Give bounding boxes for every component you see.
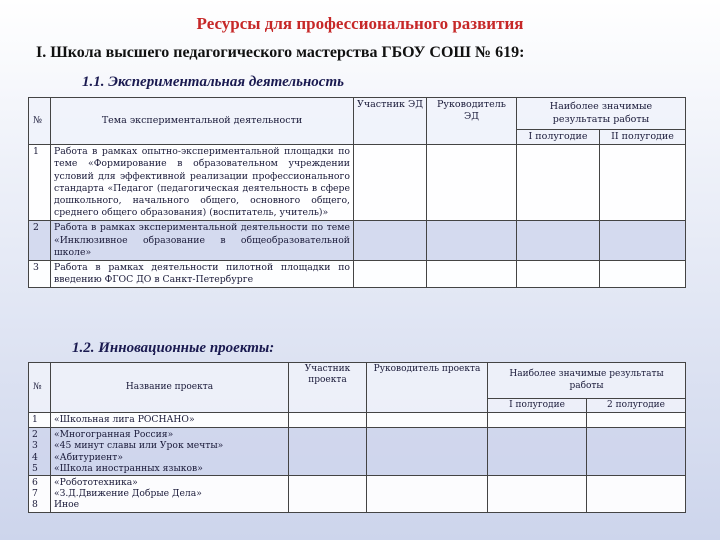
table-row	[29, 221, 686, 261]
col-participant: Участник ЭД	[354, 98, 427, 145]
col-half-1: I полугодие	[517, 130, 600, 145]
col-half-2: II полугодие	[600, 130, 686, 145]
row-participant	[289, 413, 367, 428]
row-half-2	[587, 476, 686, 513]
row-topic: Работа в рамках деятельности пилотной площадки по введению ФГОС ДО в Санкт-Петербурге	[51, 261, 354, 288]
subsection-innovation: 1.2. Инновационные проекты:	[72, 340, 275, 356]
row-leader	[367, 476, 488, 513]
row-project-name	[51, 476, 289, 513]
row-topic: Работа в рамках экспериментальной деятельности по теме «Инклюзивное образование в общеобразовательной школе»	[51, 221, 354, 261]
row-project-name: «Школьная лига РОСНАНО»	[51, 413, 289, 428]
table-row	[29, 261, 686, 288]
project-name: Иное	[54, 499, 80, 511]
row-project-name	[51, 428, 289, 476]
row-leader	[427, 145, 517, 221]
row-num: 3	[29, 261, 51, 288]
row-participant	[354, 145, 427, 221]
row-participant	[289, 428, 367, 476]
num-2: 2	[32, 429, 38, 441]
project-name: «45 минут славы или Урок мечты»	[54, 440, 224, 452]
col-half-2: 2 полугодие	[587, 399, 686, 413]
row-half-1	[517, 145, 600, 221]
row-leader	[427, 221, 517, 261]
slide-title: Ресурсы для профессионального развития	[196, 14, 524, 33]
row-leader	[427, 261, 517, 288]
col-num: №	[29, 98, 51, 145]
row-participant	[354, 261, 427, 288]
experimental-activity-table	[28, 97, 686, 288]
project-name: «Робототехника»	[54, 477, 138, 489]
num-6: 6	[32, 477, 38, 489]
row-half-2	[587, 413, 686, 428]
col-leader: Руководитель проекта	[367, 363, 488, 413]
num-5: 5	[32, 462, 38, 474]
row-num: 1	[29, 413, 51, 428]
row-num	[29, 428, 51, 476]
row-half-2	[587, 428, 686, 476]
section-heading: I. Школа высшего педагогического мастерства ГБОУ СОШ № 619:	[36, 44, 525, 61]
row-num	[29, 476, 51, 513]
table-row	[29, 428, 686, 476]
col-half-1: I полугодие	[488, 399, 587, 413]
col-results: Наиболее значимые результаты работы	[517, 98, 686, 130]
project-name: «Абитуриент»	[54, 451, 123, 463]
row-half-1	[488, 476, 587, 513]
project-name: «Многогранная Россия»	[54, 429, 174, 441]
project-name: «Школа иностранных языков»	[54, 462, 203, 474]
num-4: 4	[32, 451, 38, 463]
innovation-projects-table	[28, 362, 686, 513]
col-project-name: Название проекта	[51, 363, 289, 413]
table-row	[29, 145, 686, 221]
row-half-1	[488, 428, 587, 476]
row-half-1	[517, 221, 600, 261]
row-half-2	[600, 261, 686, 288]
row-topic: Работа в рамках опытно-экспериментальной площадки по теме «Формирование в образовательном учреждении условий для эффективной реализации профессионального стандарта «Педагог (педагогическая деятельность в сфере дошкольного, начального общего, основного общего, среднего общего образования) (воспитатель, учитель)»	[51, 145, 354, 221]
row-participant	[354, 221, 427, 261]
col-num: №	[29, 363, 51, 413]
row-leader	[367, 428, 488, 476]
row-leader	[367, 413, 488, 428]
subsection-experimental: 1.1. Экспериментальная деятельность	[82, 74, 344, 90]
row-half-1	[488, 413, 587, 428]
row-num: 2	[29, 221, 51, 261]
col-leader: Руководитель ЭД	[427, 98, 517, 145]
col-results: Наиболее значимые результаты работы	[488, 363, 686, 399]
table-row	[29, 413, 686, 428]
num-7: 7	[32, 488, 38, 500]
row-participant	[289, 476, 367, 513]
num-3: 3	[32, 440, 38, 452]
table-row	[29, 476, 686, 513]
row-half-2	[600, 145, 686, 221]
num-8: 8	[32, 499, 38, 511]
row-half-2	[600, 221, 686, 261]
col-participant: Участник проекта	[289, 363, 367, 413]
project-name: «З.Д.Движение Добрые Дела»	[54, 488, 202, 500]
row-num: 1	[29, 145, 51, 221]
row-half-1	[517, 261, 600, 288]
col-topic: Тема экспериментальной деятельности	[51, 98, 354, 145]
